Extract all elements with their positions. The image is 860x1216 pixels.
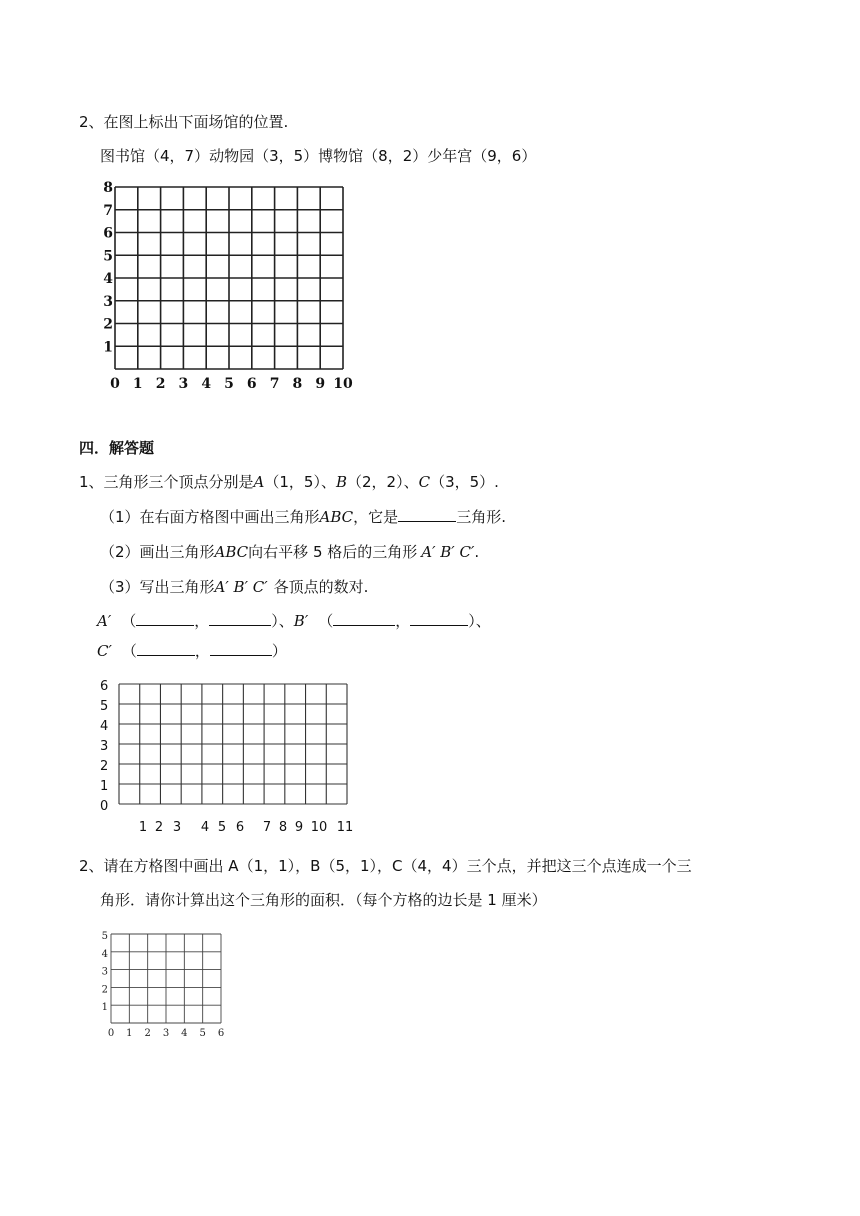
answer-label-c: C′: [97, 642, 112, 660]
q1-sub1: [100, 507, 506, 527]
x-tick-label: 5: [199, 1028, 206, 1039]
question-title: 2、在图上标出下面场馆的位置.: [79, 113, 289, 131]
x-tick-label: 1: [126, 1028, 133, 1039]
y-tick-label: 1: [100, 779, 109, 794]
y-tick-label: 2: [101, 984, 108, 996]
y-tick-label: 7: [103, 202, 113, 219]
x-tick-label: 5: [217, 820, 227, 835]
y-tick-label: 3: [103, 293, 113, 310]
y-tick-label: 6: [100, 679, 109, 694]
q2-line2: 角形．请你计算出这个三角形的面积．（每个方格的边长是 1 厘米）: [100, 891, 547, 909]
triangle-prime: A′ B′ C′: [214, 578, 268, 596]
sub1-text: （1）在右面方格图中画出三角形: [100, 508, 320, 526]
point-b-coord: （2，2）、: [347, 473, 419, 491]
coordinate-grid-area: [100, 927, 235, 1042]
y-tick-label: 0: [100, 799, 109, 814]
y-tick-label: 3: [101, 966, 108, 978]
a-prime-x-blank[interactable]: [136, 611, 194, 626]
x-tick-label: 6: [217, 1028, 225, 1039]
x-tick-label: 0: [107, 1028, 115, 1039]
y-tick-label: 2: [100, 759, 109, 774]
x-tick-label: 7: [269, 376, 280, 392]
close-paren: ）、: [271, 612, 294, 630]
section-heading: 四．解答题: [79, 439, 155, 457]
grid-lines: [119, 684, 347, 804]
open-paren: （: [318, 612, 334, 630]
q1-stem: [79, 472, 499, 492]
y-tick-label: 4: [103, 271, 113, 287]
y-tick-label: 1: [101, 1002, 108, 1014]
sub3-text-b: 各顶点的数对.: [273, 578, 369, 596]
places-list: 图书馆（4，7）动物园（3，5）博物馆（8，2）少年宫（9，6）: [100, 147, 537, 165]
y-tick-label: 8: [103, 180, 113, 196]
a-prime-y-blank[interactable]: [209, 611, 271, 626]
x-tick-label: 1: [132, 376, 143, 392]
x-tick-label: 8: [292, 376, 303, 392]
point-c-label: C: [418, 473, 431, 491]
close-paren: ）: [271, 642, 287, 660]
x-tick-label: 4: [200, 820, 210, 835]
point-a-coord: （1，5）、: [264, 473, 336, 491]
y-tick-label: 5: [103, 248, 113, 265]
q1-stem-text: 1、三角形三个顶点分别是: [79, 473, 254, 491]
q1-sub3: [100, 577, 368, 597]
y-tick-label: 4: [100, 719, 109, 734]
point-a-label: A: [253, 473, 265, 491]
q2-line1: 2、请在方格图中画出 A（1，1），B（5，1），C（4，4）三个点，并把这三个点连成一个三: [79, 857, 692, 875]
close-paren: ）、: [468, 612, 491, 630]
triangle-abc: ABC: [319, 508, 354, 526]
b-prime-y-blank[interactable]: [410, 611, 468, 626]
c-prime-x-blank[interactable]: [137, 641, 195, 656]
point-c-coord: （3，5）.: [430, 473, 499, 491]
comma: ，: [194, 612, 210, 630]
y-tick-label: 5: [101, 931, 108, 942]
open-paren: （: [121, 642, 137, 660]
b-prime-x-blank[interactable]: [333, 611, 395, 626]
answer-row-1: [97, 611, 491, 631]
grid-lines: [115, 187, 343, 369]
y-tick-label: 2: [103, 316, 113, 333]
comma: ，: [395, 612, 411, 630]
x-tick-label: 2: [155, 376, 166, 392]
y-tick-label: 3: [100, 739, 109, 754]
x-tick-label: 6: [235, 820, 245, 835]
x-tick-label: 4: [181, 1028, 188, 1039]
x-tick-label: 9: [315, 376, 326, 392]
x-tick-label: 9: [294, 820, 304, 835]
x-tick-label: 0: [110, 376, 120, 392]
x-tick-label: 10: [333, 376, 353, 392]
answer-label-b: B′: [293, 612, 309, 630]
triangle-prime: A′ B′ C′: [421, 543, 475, 561]
sub2-text-b: 向右平移 5 格后的三角形: [248, 543, 418, 561]
x-tick-label: 10: [310, 820, 328, 835]
q1-sub2: [100, 542, 479, 562]
grid-lines: [111, 934, 221, 1023]
x-tick-label: 3: [172, 820, 182, 835]
y-tick-label: 1: [103, 339, 113, 356]
sub2-end: .: [474, 543, 480, 561]
x-tick-label: 4: [201, 376, 212, 392]
x-tick-label: 6: [246, 376, 257, 392]
point-b-label: B: [335, 473, 348, 491]
sub3-text: （3）写出三角形: [100, 578, 215, 596]
c-prime-y-blank[interactable]: [210, 641, 272, 656]
answer-label-a: A′: [97, 612, 112, 630]
x-tick-label: 1: [138, 820, 148, 835]
x-tick-label: 2: [144, 1028, 151, 1039]
open-paren: （: [121, 612, 137, 630]
x-tick-label: 3: [178, 376, 189, 392]
x-tick-label: 8: [278, 820, 288, 835]
y-tick-label: 4: [101, 948, 108, 960]
x-tick-label: 3: [162, 1028, 170, 1039]
sub1-text-c: 三角形.: [456, 508, 506, 526]
sub2-text: （2）画出三角形: [100, 543, 215, 561]
answer-row-2: [97, 641, 287, 661]
y-tick-label: 5: [100, 699, 109, 714]
triangle-type-blank[interactable]: [398, 507, 456, 522]
sub1-text-b: ，它是: [353, 508, 399, 526]
y-tick-label: 6: [103, 225, 113, 242]
comma: ，: [194, 642, 210, 660]
x-tick-label: 2: [154, 820, 164, 835]
x-tick-label: 5: [224, 376, 234, 392]
x-tick-label: 7: [262, 820, 272, 835]
coordinate-grid-triangle: [95, 678, 370, 838]
triangle-abc: ABC: [214, 543, 249, 561]
x-tick-label: 11: [336, 820, 354, 835]
coordinate-grid-places: [90, 175, 360, 395]
